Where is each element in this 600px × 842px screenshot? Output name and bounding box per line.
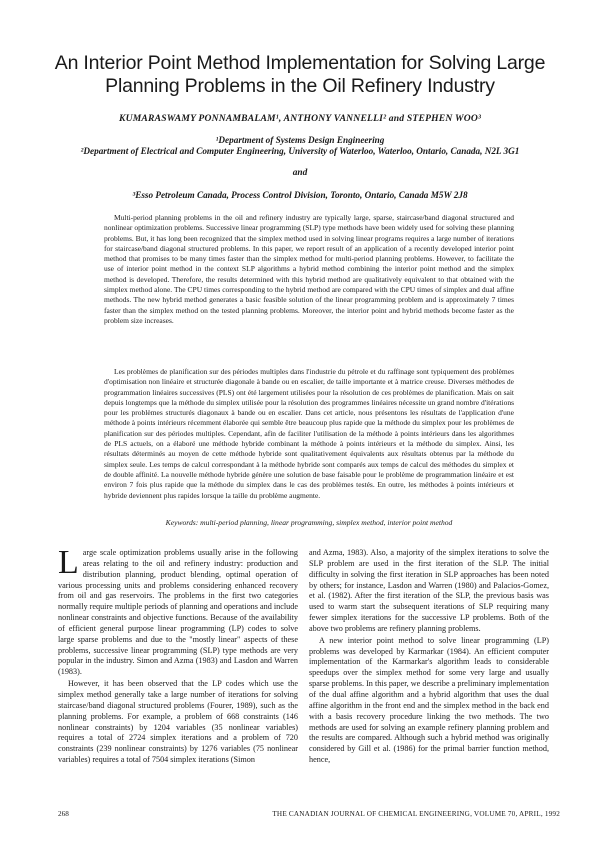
keywords: Keywords: multi-period planning, linear programming, simplex method, interior point method: [165, 518, 453, 527]
body-paragraph: and Azma, 1983). Also, a majority of the simplex iterations to solve the SLP problem are used in the first iteration of the SLP. The initial difficulty in solving the first iteration in SLP approaches has been noted by others; for instance, Lasdon and Warren (1980) and Palacios-Gomez, et al. (1982). After the first iteration of the SLP, the previous basis was used to warm start the subsequent iterations of SLP requiring many fewer simplex iterations for the successive LP problems. Both of the above two problems are refinery planning problems.: [309, 548, 549, 633]
body-column-left: [58, 544, 298, 766]
affiliation-2: ²Department of Electrical and Computer Engineering, University of Waterloo, Waterloo, Ontario, Canada, N2L 3G1: [80, 146, 520, 156]
body-paragraph: However, it has been observed that the LP codes which use the simplex method generally take a large number of iterations for solving staircase/band diagonal structured problems (Fourer, 1989), such as the planning problems. For example, a problem of 668 constraints (146 nonlinear constraints) by 1204 variables (35 nonlinear variables) requires a total of 2724 simplex iterations and a problem of 720 constraints (239 nonlinear constraints) by 1276 variables (75 nonlinear variables) requires a total of 7504 simplex iterations (Simon: [58, 679, 298, 765]
running-footer: THE CANADIAN JOURNAL OF CHEMICAL ENGINEERING, VOLUME 70, APRIL, 1992: [272, 810, 560, 818]
body-paragraph: A new interior point method to solve linear programming (LP) problems was developed by Karmarkar (1984). An efficient computer implementation of the Karmarkar's algorithm leads to considerable speedups over the simplex method for some very large and usually sparse problems. In this paper, we describe a preliminary implementation of the dual affine algorithm and a hybrid algorithm that uses the dual affine algorithm in the front end and the simplex method in the back end with a basis recovery procedure linking the two methods. The two methods are used for solving an example refinery planning problem and the results are compared. Although such a hybrid method was originally considered by Gill et al. (1986) for the primal barrier function method, hence,: [309, 635, 549, 765]
body-column-right: [309, 548, 549, 766]
drop-cap: L: [58, 544, 79, 581]
abstract-french: Les problèmes de planification sur des périodes multiples dans l'industrie du pétrole et du raffinage sont typiquement des problèmes d'optimisation non linéaire et structurée diagonale à bande ou en escalier, de taille importante et à matrice creuse. Diverses méthodes de programmation linéaires successives (PLS) ont été largement utilisées pour la résolution de ces problèmes de planification. Mais on sait depuis longtemps que la méthode du simplex utilisée pour la résolution des programmes linéaires nécessite un grand nombre d'itérations pour les problèmes structurés diagonaux à bande ou en escalier. Dans cet article, nous présentons les résultats de l'application d'une méthode à points intérieurs récemment élaborée qui semble être beaucoup plus rapide que la méthode du simplex pour les problèmes de planification sur des périodes multiples. Cependant, afin de faciliter l'utilisation de la méthode à points intérieurs dans les algorithmes de PLS actuels, on a élaboré une méthode hybride combinant la méthode à points intérieurs et la méthode du simplex. Ainsi, les résultats déterminés au moyen de cette méthode hybride sont qualitativement équivalents aux résultats obtenus par la méthode du simplex seule. Les temps de calcul correspondant à la méthode hybride sont comparés aux temps de calcul des méthodes du simplex et de double affinité. La nouvelle méthode hybride génère une solution de base faisable pour le problème de programmation linéaire et est environ 7 fois plus rapide que la méthode du simplex dans le cas des problèmes testés. En outre, les méthodes à points intérieurs et hybride deviennent plus rapides lorsque la taille du problème augmente.: [104, 367, 514, 500]
intro-paragraph: [58, 544, 298, 678]
intro-paragraph-text: arge scale optimization problems usually arise in the following areas relating to the oil and refinery industry: production and distribution planning, product blending, optimal operation of various processing units and problems considering enhanced recovery from oil and gas reservoirs. The problems in the first two categories normally require multiple periods of planning and operations and include nonlinear constraints and objective functions. Because of the availability of efficient general purpose linear programming (LP) codes to solve large sparse problems and due to the "mostly linear" aspects of these problems, successive linear programming (SLP) type methods are very popular in the industry. Simon and Azma (1983) and Lasdon and Warren (1983).: [58, 548, 298, 677]
abstract-english: Multi-period planning problems in the oil and refinery industry are typically large, sparse, staircase/band diagonal structured and nonlinear optimization problems. Successive linear programming (SLP) type methods have been widely used for solving these planning problems. But, it has long been recognized that the simplex method used in solving linear programs requires a large number of iterations for staircase/band diagonal structured problems. In this paper, we report result of an application of a recently developed interior point method that promises to be many times faster than the simplex method for multi-period planning problems. However, to facilitate the use of interior point method in the context SLP algorithms a hybrid method combining the interior point method and the simplex method is developed. Therefore, the results determined with this hybrid method are qualitatively equivalent to that obtained with the simplex method alone. The CPU times corresponding to the hybrid method are compared with the CPU times of simplex and dual affine methods. The new hybrid method generates a basic feasible solution of the linear programming problem and is approximately 7 times faster than the simplex method on the tested planning problems. Moreover, the interior point and hybrid methods become faster as the problem size increases.: [104, 213, 514, 325]
affiliation-1: ¹Department of Systems Design Engineering: [215, 135, 385, 145]
affiliation-conjunction: and: [292, 168, 308, 178]
author-list: KUMARASWAMY PONNAMBALAM¹, ANTHONY VANNELLI² and STEPHEN WOO³: [118, 113, 482, 124]
page-number: 268: [58, 810, 69, 818]
affiliation-3: ³Esso Petroleum Canada, Process Control Division, Toronto, Ontario, Canada M5W 2J8: [132, 190, 468, 200]
paper-title: An Interior Point Method Implementation for Solving Large Planning Problems in the Oil Refinery Industry: [54, 52, 546, 97]
